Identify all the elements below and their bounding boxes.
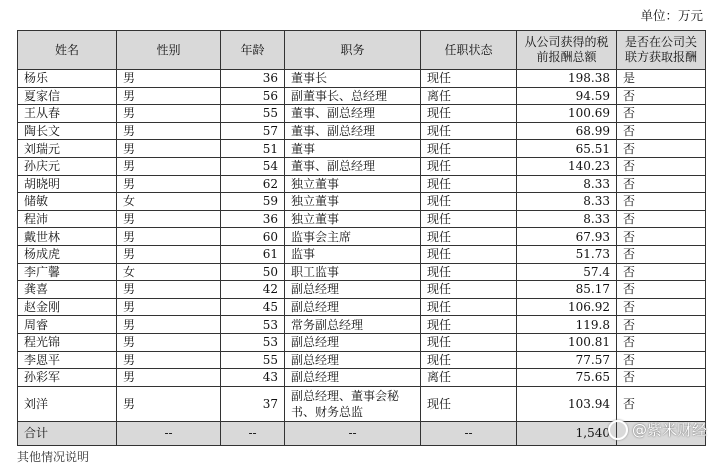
- cell-position: 副总经理: [285, 369, 421, 387]
- cell-status: 现任: [421, 316, 517, 334]
- cell-related: 否: [617, 245, 706, 263]
- cell-gender: 男: [117, 298, 221, 316]
- cell-status: 现任: [421, 351, 517, 369]
- table-row: [18, 157, 706, 175]
- cell-related: 是: [617, 70, 706, 88]
- cell-name: 孙彩军: [18, 369, 117, 387]
- cell-status: 现任: [421, 386, 517, 421]
- table-body: [18, 70, 706, 422]
- cell-pay: 51.73: [517, 245, 617, 263]
- unit-label: 单位：万元: [640, 8, 703, 23]
- cell-status: 离任: [421, 369, 517, 387]
- cell-pay: 106.92: [517, 298, 617, 316]
- cell-pay: 103.94: [517, 386, 617, 421]
- cell-gender: 男: [117, 122, 221, 140]
- cell-status: 现任: [421, 122, 517, 140]
- cell-related: 否: [617, 281, 706, 299]
- cell-status: 现任: [421, 140, 517, 158]
- cell-gender: 男: [117, 369, 221, 387]
- total-row: [18, 421, 706, 445]
- cell-age: 56: [221, 87, 285, 105]
- cell-position: 董事、副总经理: [285, 105, 421, 123]
- cell-position: 董事长: [285, 70, 421, 88]
- cell-position: 副总经理: [285, 333, 421, 351]
- cell-age: 55: [221, 105, 285, 123]
- cell-status: 现任: [421, 157, 517, 175]
- header-pay: 从公司获得的税前报酬总额: [517, 31, 617, 70]
- cell-pay: 68.99: [517, 122, 617, 140]
- cell-position: 副总经理: [285, 298, 421, 316]
- cell-gender: 男: [117, 70, 221, 88]
- table-row: [18, 175, 706, 193]
- table-row: [18, 193, 706, 211]
- cell-pay: 65.51: [517, 140, 617, 158]
- cell-pay: 57.4: [517, 263, 617, 281]
- cell-status: 现任: [421, 333, 517, 351]
- cell-position: 董事、副总经理: [285, 122, 421, 140]
- cell-age: 57: [221, 122, 285, 140]
- total-gender: --: [117, 421, 221, 445]
- cell-position: 董事: [285, 140, 421, 158]
- cell-related: 否: [617, 333, 706, 351]
- cell-name: 王从春: [18, 105, 117, 123]
- cell-gender: 男: [117, 351, 221, 369]
- cell-pay: 8.33: [517, 193, 617, 211]
- cell-pay: 85.17: [517, 281, 617, 299]
- cell-position: 副董事长、总经理: [285, 87, 421, 105]
- cell-position: 副总经理: [285, 281, 421, 299]
- cell-age: 36: [221, 210, 285, 228]
- cell-name: 戴世林: [18, 228, 117, 246]
- watermark: [608, 419, 707, 440]
- cell-gender: 男: [117, 87, 221, 105]
- cell-age: 55: [221, 351, 285, 369]
- header-gender: 性别: [117, 31, 221, 70]
- cell-gender: 男: [117, 281, 221, 299]
- header-status: 任职状态: [421, 31, 517, 70]
- cell-pay: 77.57: [517, 351, 617, 369]
- watermark-text: @紫米财经: [631, 421, 707, 439]
- total-position: --: [285, 421, 421, 445]
- cell-status: 现任: [421, 193, 517, 211]
- cell-related: 否: [617, 140, 706, 158]
- cell-position: 副总经理、董事会秘书、财务总监: [285, 386, 421, 421]
- cell-name: 龚喜: [18, 281, 117, 299]
- cell-pay: 67.93: [517, 228, 617, 246]
- cell-age: 54: [221, 157, 285, 175]
- table-row: [18, 105, 706, 123]
- cell-related: 否: [617, 351, 706, 369]
- cell-name: 李恩平: [18, 351, 117, 369]
- cell-position: 监事: [285, 245, 421, 263]
- cell-name: 李广馨: [18, 263, 117, 281]
- table-header-row: [18, 31, 706, 70]
- watermark-logo-icon: [608, 420, 628, 440]
- cell-name: 杨成虎: [18, 245, 117, 263]
- cell-age: 59: [221, 193, 285, 211]
- cell-related: 否: [617, 122, 706, 140]
- cell-position: 职工监事: [285, 263, 421, 281]
- cell-status: 离任: [421, 87, 517, 105]
- table-row: [18, 87, 706, 105]
- cell-gender: 男: [117, 333, 221, 351]
- cell-name: 陶长文: [18, 122, 117, 140]
- cell-related: 否: [617, 386, 706, 421]
- cell-age: 42: [221, 281, 285, 299]
- cell-gender: 男: [117, 316, 221, 334]
- cell-related: 否: [617, 228, 706, 246]
- table-row: [18, 228, 706, 246]
- cell-position: 监事会主席: [285, 228, 421, 246]
- cell-gender: 男: [117, 175, 221, 193]
- cell-position: 董事、副总经理: [285, 157, 421, 175]
- table-row: [18, 245, 706, 263]
- cell-name: 杨乐: [18, 70, 117, 88]
- cell-gender: 男: [117, 157, 221, 175]
- cell-gender: 男: [117, 210, 221, 228]
- cell-name: 刘洋: [18, 386, 117, 421]
- cell-age: 51: [221, 140, 285, 158]
- cell-related: 否: [617, 369, 706, 387]
- table-row: [18, 333, 706, 351]
- cell-position: 独立董事: [285, 193, 421, 211]
- cell-name: 孙庆元: [18, 157, 117, 175]
- cell-pay: 94.59: [517, 87, 617, 105]
- cell-name: 周睿: [18, 316, 117, 334]
- cell-related: 否: [617, 157, 706, 175]
- total-label: 合计: [18, 421, 117, 445]
- header-name: 姓名: [18, 31, 117, 70]
- cell-gender: 女: [117, 193, 221, 211]
- cell-gender: 男: [117, 140, 221, 158]
- cell-name: 夏家信: [18, 87, 117, 105]
- cell-position: 独立董事: [285, 210, 421, 228]
- cell-pay: 8.33: [517, 175, 617, 193]
- footnote: 其他情况说明: [17, 450, 90, 464]
- table-row: [18, 298, 706, 316]
- table-row: [18, 122, 706, 140]
- header-position: 职务: [285, 31, 421, 70]
- cell-status: 现任: [421, 298, 517, 316]
- cell-status: 现任: [421, 175, 517, 193]
- cell-name: 刘瑞元: [18, 140, 117, 158]
- cell-related: 否: [617, 87, 706, 105]
- cell-pay: 8.33: [517, 210, 617, 228]
- table-row: [18, 369, 706, 387]
- cell-name: 程沛: [18, 210, 117, 228]
- cell-pay: 100.69: [517, 105, 617, 123]
- cell-related: 否: [617, 298, 706, 316]
- header-age: 年龄: [221, 31, 285, 70]
- cell-position: 副总经理: [285, 351, 421, 369]
- table-row: [18, 140, 706, 158]
- cell-age: 37: [221, 386, 285, 421]
- cell-related: 否: [617, 105, 706, 123]
- cell-age: 50: [221, 263, 285, 281]
- cell-age: 45: [221, 298, 285, 316]
- cell-age: 61: [221, 245, 285, 263]
- cell-gender: 男: [117, 245, 221, 263]
- cell-name: 赵金刚: [18, 298, 117, 316]
- cell-name: 程光锦: [18, 333, 117, 351]
- table-row: [18, 263, 706, 281]
- cell-name: 储敏: [18, 193, 117, 211]
- cell-status: 现任: [421, 281, 517, 299]
- cell-age: 62: [221, 175, 285, 193]
- header-related: 是否在公司关联方获取报酬: [617, 31, 706, 70]
- table-row: [18, 70, 706, 88]
- cell-related: 否: [617, 210, 706, 228]
- table-row: [18, 281, 706, 299]
- cell-gender: 男: [117, 228, 221, 246]
- cell-gender: 男: [117, 386, 221, 421]
- cell-pay: 119.8: [517, 316, 617, 334]
- cell-related: 否: [617, 263, 706, 281]
- cell-status: 现任: [421, 263, 517, 281]
- total-age: --: [221, 421, 285, 445]
- cell-name: 胡晓明: [18, 175, 117, 193]
- cell-pay: 140.23: [517, 157, 617, 175]
- cell-related: 否: [617, 316, 706, 334]
- cell-age: 43: [221, 369, 285, 387]
- total-pay: 1,540: [517, 421, 617, 445]
- cell-pay: 100.81: [517, 333, 617, 351]
- total-status: --: [421, 421, 517, 445]
- cell-status: 现任: [421, 245, 517, 263]
- cell-age: 53: [221, 333, 285, 351]
- compensation-table: [17, 30, 706, 446]
- cell-age: 53: [221, 316, 285, 334]
- cell-position: 独立董事: [285, 175, 421, 193]
- cell-gender: 男: [117, 105, 221, 123]
- cell-position: 常务副总经理: [285, 316, 421, 334]
- table-row: [18, 386, 706, 421]
- cell-age: 36: [221, 70, 285, 88]
- cell-status: 现任: [421, 105, 517, 123]
- table-row: [18, 210, 706, 228]
- cell-related: 否: [617, 175, 706, 193]
- table-row: [18, 316, 706, 334]
- cell-status: 现任: [421, 210, 517, 228]
- cell-status: 现任: [421, 70, 517, 88]
- cell-pay: 75.65: [517, 369, 617, 387]
- table-row: [18, 351, 706, 369]
- cell-status: 现任: [421, 228, 517, 246]
- cell-related: 否: [617, 193, 706, 211]
- cell-pay: 198.38: [517, 70, 617, 88]
- cell-age: 60: [221, 228, 285, 246]
- cell-gender: 女: [117, 263, 221, 281]
